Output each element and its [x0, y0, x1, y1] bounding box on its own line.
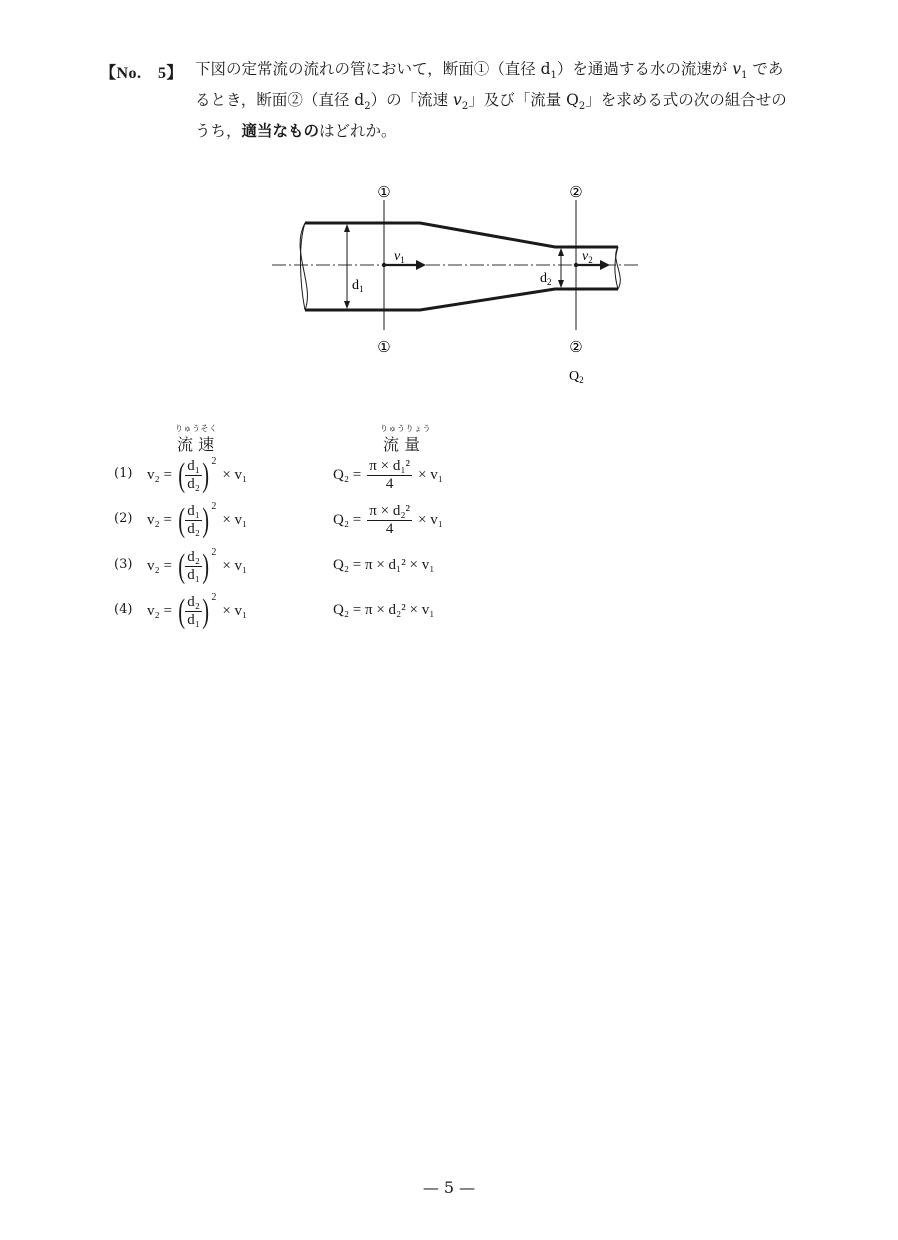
- velocity-denominator: d₂: [187, 521, 201, 537]
- flow-lhs: Q₂ =: [333, 467, 362, 483]
- flow-lhs: Q₂ =: [333, 512, 362, 528]
- d2-label: $d_2$: [540, 271, 552, 287]
- velocity-tail: × v₁: [222, 603, 248, 619]
- flow-numerator: π × d₂²: [369, 503, 411, 519]
- pipe-flow-diagram: [260, 175, 650, 395]
- velocity-denominator: d₂: [187, 476, 201, 492]
- section-1-top-label: ①: [377, 183, 391, 201]
- velocity-lhs: v₂ =: [147, 603, 172, 619]
- velocity-lhs: v₂ =: [147, 512, 172, 528]
- velocity-tail: × v₁: [222, 467, 248, 483]
- flow-formula: [333, 503, 443, 538]
- section-2-top-label: ②: [569, 183, 583, 201]
- pipe-top-wall: [305, 223, 618, 247]
- flow-denominator: 4: [385, 476, 394, 492]
- velocity-numerator: d₁: [187, 458, 201, 474]
- d1-label: $d_1$: [352, 278, 364, 294]
- v1-label: $v_1$: [394, 249, 405, 265]
- velocity-numerator: d₂: [187, 549, 201, 565]
- flow-formula: [333, 458, 443, 493]
- flow-formula: [333, 602, 434, 619]
- v2-label: $v_2$: [582, 249, 593, 265]
- velocity-denominator: d₁: [187, 612, 201, 628]
- velocity-tail: × v₁: [222, 512, 248, 528]
- emphasis-appropriate: 適当なもの: [241, 122, 320, 140]
- flow-lhs: Q₂ = π × d₂² × v₁: [333, 602, 435, 618]
- option-number[interactable]: (2): [114, 511, 133, 526]
- velocity-lhs: v₂ =: [147, 558, 172, 574]
- velocity-exponent: 2: [211, 592, 217, 603]
- velocity-exponent: 2: [211, 501, 217, 512]
- flow-denominator: 4: [385, 521, 394, 537]
- velocity-header-ruby: りゅうそく: [175, 424, 218, 433]
- velocity-lhs: v₂ =: [147, 467, 172, 483]
- option-number[interactable]: (1): [114, 466, 133, 481]
- flow-numerator: π × d₁²: [369, 458, 411, 474]
- flow-formula: [333, 557, 434, 574]
- velocity-header: 流 速: [177, 435, 215, 454]
- flow-tail: × v₁: [418, 512, 443, 528]
- flow-header-ruby: りゅうりょう: [380, 424, 431, 433]
- velocity-formula: v₂ = ( $\frac{\text{d₂}}{\text{d₁}}$ ) 2 × v₁: [147, 592, 248, 630]
- flow-header: 流 量: [383, 435, 421, 454]
- option-number[interactable]: (3): [114, 557, 133, 572]
- option-number[interactable]: (4): [114, 602, 133, 617]
- question-text-line-3: うち，適当なものはどれか。: [195, 122, 397, 140]
- velocity-numerator: d₂: [187, 594, 201, 610]
- velocity-formula: v₂ = ( $\frac{\text{d₂}}{\text{d₁}}$ ) 2 × v₁: [147, 547, 248, 585]
- flow-lhs: Q₂ = π × d₁² × v₁: [333, 557, 435, 573]
- velocity-denominator: d₁: [187, 567, 201, 583]
- velocity-tail: × v₁: [222, 558, 248, 574]
- question-text-line-2: るとき，断面②（直径 $d_2$）の「流速 $v_2$」及び「流量 $Q_2$」を求める式の次の組合せの: [195, 91, 787, 113]
- section-2-bottom-label: ②: [569, 338, 583, 356]
- velocity-formula: v₂ = ( $\frac{\text{d₁}}{\text{d₂}}$ ) 2 × v₁: [147, 456, 248, 494]
- flow-tail: × v₁: [418, 467, 443, 483]
- velocity-numerator: d₁: [187, 503, 201, 519]
- q2-label: $Q_2$: [569, 369, 584, 385]
- velocity-formula: v₂ = ( $\frac{\text{d₁}}{\text{d₂}}$ ) 2 × v₁: [147, 501, 248, 539]
- velocity-exponent: 2: [211, 547, 217, 558]
- question-text-line-1: 下図の定常流の流れの管において，断面①（直径 $d_1$）を通過する水の流速が $v_1$ であ: [195, 60, 784, 82]
- page-number: — 5 —: [422, 1178, 476, 1197]
- velocity-exponent: 2: [211, 456, 217, 467]
- section-1-bottom-label: ①: [377, 338, 391, 356]
- question-number: 【No. 5】: [100, 65, 184, 82]
- pipe-left-break: [300, 223, 307, 310]
